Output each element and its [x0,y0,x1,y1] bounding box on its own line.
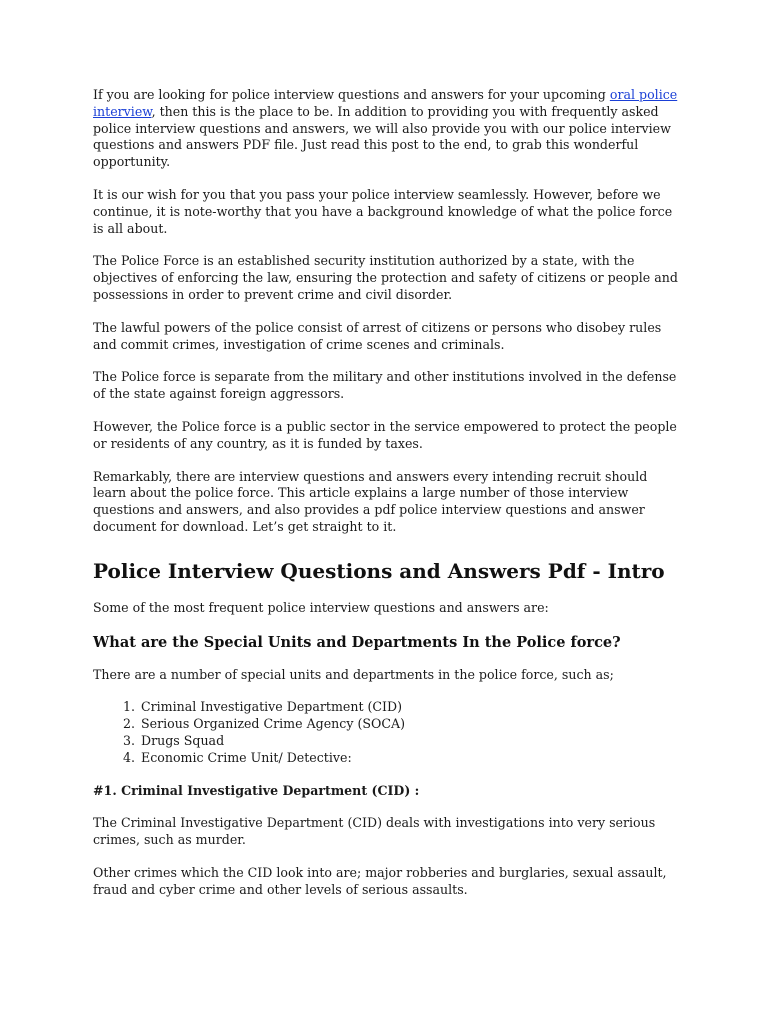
paragraph-police-definition: The Police Force is an established security institution authorized by a state, with the objectives of enforcing the law, ensuring the protection and safety of citizens or people and possessions in order to prevent crime and civil disorder. [93,253,678,302]
list-item: 3. Drugs Squad [139,733,678,750]
paragraph-lawful-powers: The lawful powers of the police consist of arrest of citizens or persons who disobey rules and commit crimes, investigation of crime scenes and criminals. [93,319,662,352]
cid-paragraph-serious-crimes: The Criminal Investigative Department (CID) deals with investigations into very serious crimes, such as murder. [93,815,656,848]
cid-section-title: #1. Criminal Investigative Department (CID) : [93,782,420,798]
paragraph-public-sector: However, the Police force is a public sector in the service empowered to protect the people or residents of any country, as it is funded by taxes. [93,418,677,451]
list-item: 4. Economic Crime Unit/ Detective: [139,750,678,767]
oral-police-interview-link[interactable]: oral police interview [93,87,678,119]
intro-text-end: , then this is the place to be. In addition to providing you with frequently asked police interview questions and answers, we will also provide you with our police interview questions and answers PDF file. Just read this post to the end, to grab this wonderful opportunity. [93,103,671,170]
cid-paragraph-other-crimes: Other crimes which the CID look into are; major robberies and burglaries, sexual assault, fraud and cyber crime and other levels of serious assaults. [93,864,667,897]
paragraph-interview-questions: Remarkably, there are interview questions and answers every intending recruit should learn about the police force. This article explains a large number of those interview questions and answers, and also provides a pdf police interview questions and answer document for download. Let’s get straight to it. [93,468,648,534]
list-lead-paragraph: There are a number of special units and departments in the police force, such as; [93,666,614,682]
paragraph-background-knowledge: It is our wish for you that you pass your police interview seamlessly. However, before we continue, it is note-worthy that you have a background knowledge of what the police force is all about. [93,186,673,236]
intro-paragraph [93,87,678,171]
intro-text-start: If you are looking for police interview questions and answers for your upcoming [93,87,610,102]
list-item: 1. Criminal Investigative Department (CID) [139,699,678,716]
heading-lead-paragraph: Some of the most frequent police interview questions and answers are: [93,599,549,615]
question-subheading: What are the Special Units and Departments In the Police force? [93,633,621,651]
list-item: 2. Serious Organized Crime Agency (SOCA) [139,716,678,733]
special-units-list [93,699,678,766]
section-heading: Police Interview Questions and Answers Pdf - Intro [93,558,665,583]
paragraph-military-separation: The Police force is separate from the military and other institutions involved in the defense of the state against foreign aggressors. [93,369,677,402]
document-page [93,87,678,915]
